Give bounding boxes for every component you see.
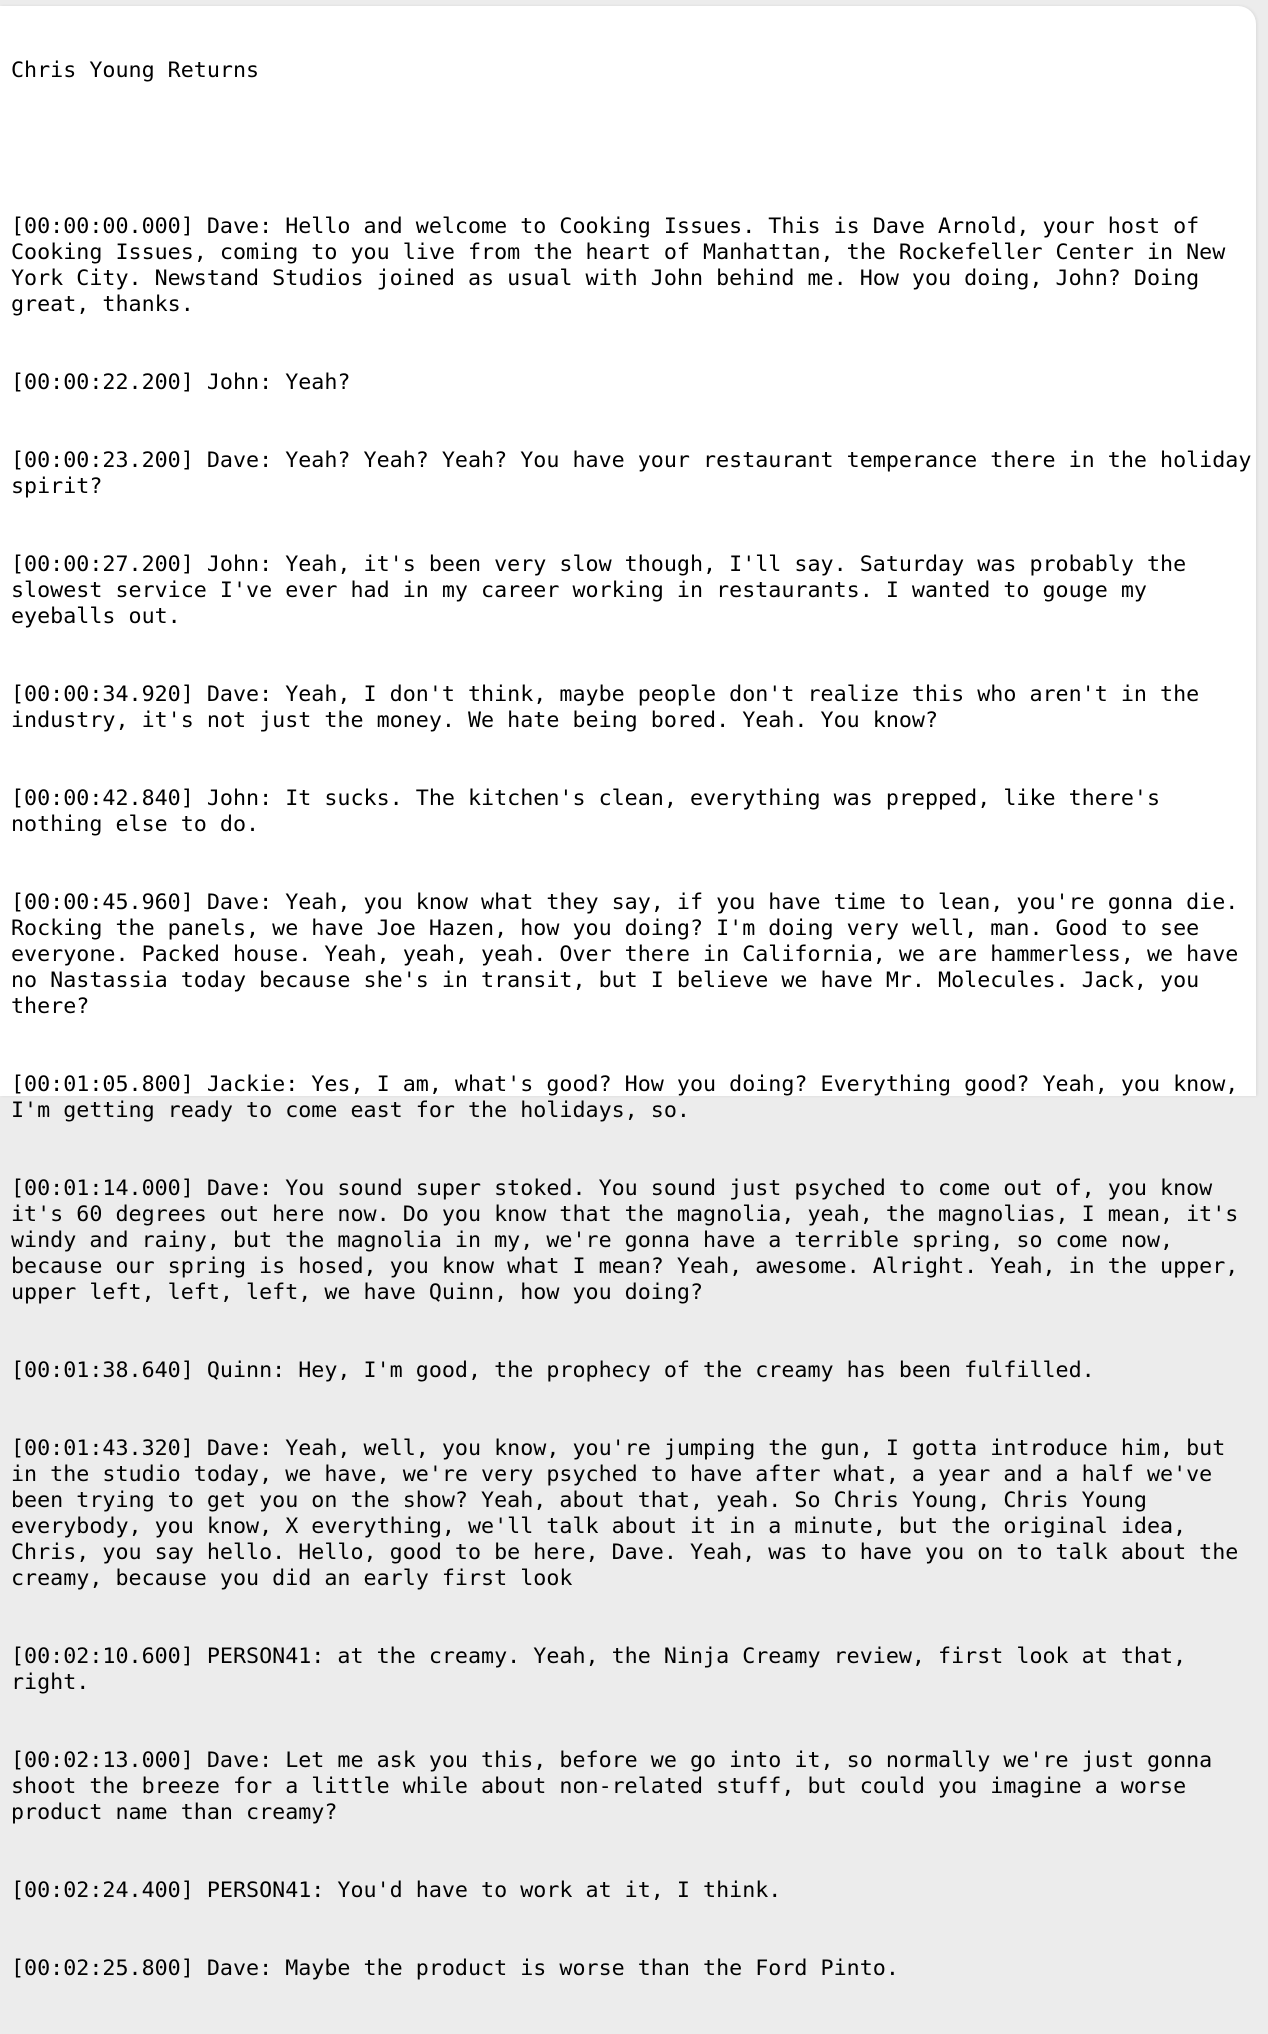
transcript-entry: [00:00:42.840] John: It sucks. The kitchen's clean, everything was prepped, like there's nothing else to do. [11,786,1174,837]
transcript-entry: [00:00:34.920] Dave: Yeah, I don't think, maybe people don't realize this who aren't in the industry, it's not just the money. We hate being bored. Yeah. You know? [11,682,1213,733]
transcript-entry: [00:01:43.320] Dave: Yeah, well, you know, you're jumping the gun, I gotta introduce him, but in the studio today, we have, we're very psyched to have after what, a year and a half we've been trying to get you on the show? Yeah, about that, yeah. So Chris Young, Chris Young everybody, you know, X everything, we'll talk about it in a minute, but the original idea, Chris, you say hello. Hello, good to be here, Dave. Yeah, was to have you on to talk about the creamy, because you did an early first look [11,1436,1252,1591]
transcript-text[interactable] [11,6,1265,2034]
transcript-entry: [00:02:10.600] PERSON41: at the creamy. Yeah, the Ninja Creamy review, first look at that, right. [11,1644,1200,1695]
transcript-entry: [00:01:38.640] Quinn: Hey, I'm good, the prophecy of the creamy has been fulfilled. [11,1358,1095,1383]
transcript-entry: [00:00:22.200] John: Yeah? [11,370,351,395]
transcript-entry: [00:02:24.400] PERSON41: You'd have to work at it, I think. [11,1878,782,1903]
document-window [0,6,1265,1981]
transcript-entry: [00:02:13.000] Dave: Let me ask you this, before we go into it, so normally we're just gonna shoot the breeze for a little while about non-related stuff, but could you imagine a worse product name than creamy? [11,1748,1226,1825]
transcript-entry: [00:00:45.960] Dave: Yeah, you know what they say, if you have time to lean, you're gonna die. Rocking the panels, we have Joe Hazen, how you doing? I'm doing very well, man. Good to see everyone. Packed house. Yeah, yeah, yeah. Over there in California, we are hammerless, we have no Nastassia today because she's in transit, but I believe we have Mr. Molecules. Jack, you there? [11,890,1252,1019]
transcript-entry: [00:02:25.800] Dave: Maybe the product is worse than the Ford Pinto. [11,1956,899,1981]
transcript-entry: [00:01:05.800] Jackie: Yes, I am, what's good? How you doing? Everything good? Yeah, you know, I'm getting ready to come east for the holidays, so. [11,1072,1252,1123]
blank-line [11,136,1261,162]
transcript-entry: [00:00:00.000] Dave: Hello and welcome to Cooking Issues. This is Dave Arnold, your host of Cooking Issues, coming to you live from the heart of Manhattan, the Rockefeller Center in New York City. Newstand Studios joined as usual with John behind me. How you doing, John? Doing great, thanks. [11,214,1239,317]
transcript-entry: [00:00:27.200] John: Yeah, it's been very slow though, I'll say. Saturday was probably the slowest service I've ever had in my career working in restaurants. I wanted to gouge my eyeballs out. [11,552,1200,629]
document-title: Chris Young Returns [11,58,260,83]
transcript-entry: [00:01:14.000] Dave: You sound super stoked. You sound just psyched to come out of, you know it's 60 degrees out here now. Do you know that the magnolia, yeah, the magnolias, I mean, it's windy and rainy, but the magnolia in my, we're gonna have a terrible spring, so come now, because our spring is hosed, you know what I mean? Yeah, awesome. Alright. Yeah, in the upper, upper left, left, left, we have Quinn, how you doing? [11,1176,1252,1305]
transcript-entry: [00:00:23.200] Dave: Yeah? Yeah? Yeah? You have your restaurant temperance there in the holiday spirit? [11,448,1265,499]
